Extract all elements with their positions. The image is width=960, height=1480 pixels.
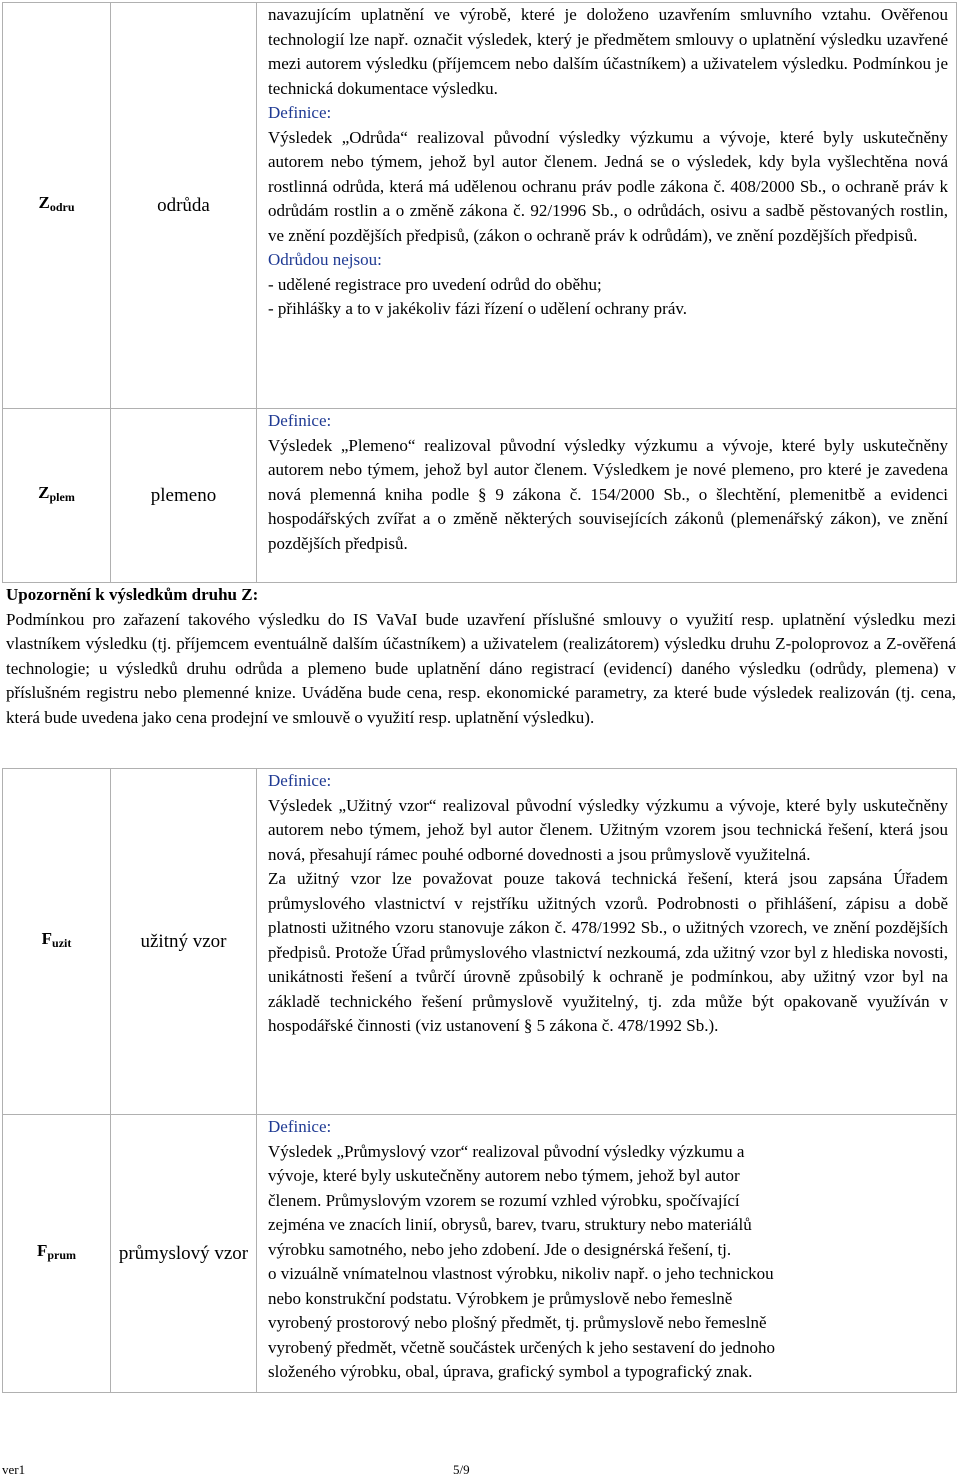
footer-version: ver1 — [2, 1462, 26, 1477]
definition-label: Definice: — [268, 1117, 332, 1136]
code-cell — [3, 3, 111, 409]
table-row — [3, 769, 957, 1115]
description-cell — [257, 3, 957, 409]
definition-label: Definice: — [268, 771, 332, 790]
results-table-z — [2, 2, 957, 583]
definition-text: Výsledek „Odrůda“ realizoval původní výsledky výzkumu a vývoje, které byly uskutečněny autorem nebo týmem, jehož byl autor členem. Jedná se o výsledek, kdy byla vyšlechtěna nová rostlinná odrůda, která má udělenou ochranu práv podle zákona č. 408/2000 Sb., o ochraně práv k odrůdám rostlin a o změně zákona č. 92/1996 Sb., o odrůdách, osivu a sadbě pěstovaných rostlin, ve znění pozdějších předpisů, (zákon o ochraně práv k odrůdám), ve znění pozdějších předpisů. — [268, 127, 948, 245]
note-title: Upozornění k výsledkům druhu Z: — [6, 585, 259, 604]
text-line: vyrobený prostorový nebo plošný předmět, tj. průmyslově nebo řemeslně — [268, 1313, 767, 1332]
definition-label: Definice: — [268, 103, 332, 122]
text-line: zejména ve znacích linií, obrysů, barev, tvaru, struktury nebo materiálů — [268, 1215, 752, 1234]
text-line: členem. Průmyslovým vzorem se rozumí vzhled výrobku, spočívající — [268, 1190, 740, 1210]
code-main: F — [41, 929, 53, 949]
text-line: Výsledek „Průmyslový vzor“ realizoval původní výsledky výzkumu a — [268, 1141, 745, 1161]
name-cell: užitný vzor — [111, 769, 257, 1115]
code-sub: prum — [47, 1248, 77, 1263]
text-line: o vizuálně vnímatelnou vlastnost výrobku, nikoliv např. o jeho technickou — [268, 1264, 774, 1283]
definition-label: Definice: — [268, 411, 332, 430]
text-line: nebo konstrukční podstatu. Výrobkem je průmyslově nebo řemeslně — [268, 1288, 733, 1308]
paragraph: Výsledek „Užitný vzor“ realizoval původní výsledky výzkumu a vývoje, které byly uskutečněny autorem nebo týmem, jehož byl autor členem. Užitným vzorem jsou technická řešení, která jsou nová, přesahují rámec pouhé odborné dovednosti a jsou průmyslově využitelná. — [268, 795, 948, 864]
description-cell — [257, 1115, 957, 1393]
name-cell: odrůda — [111, 3, 257, 409]
table-row — [3, 1115, 957, 1393]
text-line: složeného výrobku, obal, úprava, grafický symbol a typografický znak. — [268, 1362, 753, 1381]
not-label: Odrůdou nejsou: — [268, 250, 382, 269]
code-main: F — [36, 1241, 48, 1261]
not-item: - přihlášky a to v jakékoliv fázi řízení o udělení ochrany práv. — [268, 299, 688, 318]
table-row — [3, 409, 957, 583]
text-line: výrobku samotného, nebo jeho zdobení. Jde o designérská řešení, tj. — [268, 1239, 732, 1259]
paragraph: Za užitný vzor lze považovat pouze taková technická řešení, která jsou zapsána Úřadem průmyslového vlastnictví v rejstříku užitných vzorů. Podrobnosti o přihlášení, zápisu a době platnosti užitného vzoru stanovuje zákon č. 478/1992 Sb., o užitných vzorech, ve znění pozdějších předpisů. Protože Úřad průmyslového vlastnictví nezkoumá, zda užitný vzor byl z hlediska novosti, unikátnosti řešení a tvůrčí úrovně způsobilý k ochraně je podmínkou, aby užitný vzor byl na základě technického řešení průmyslově využitelný, tj. zda může být opakovaně využíván v hospodářské činnosti (viz ustanovení § 5 zákona č. 478/1992 Sb.). — [268, 869, 948, 1035]
page-number: 5/9 — [453, 1462, 470, 1477]
code-cell — [3, 409, 111, 583]
intro-paragraph: navazujícím uplatnění ve výrobě, které je doloženo uzavřením smluvního vztahu. Ověřenou technologií lze např. označit výsledek, který je předmětem smlouvy o uplatnění výsledku uzavřené mezi autorem výsledku (příjemcem nebo dalším účastníkem) a uživatelem výsledku. Podmínkou je technická dokumentace výsledku. — [268, 5, 948, 98]
definition-text: Výsledek „Plemeno“ realizoval původní výsledky výzkumu a vývoje, které byly uskutečněny autorem nebo týmem, jehož byl autor členem. Výsledkem je nové plemeno, pro které je zavedena nová plemenná kniha podle § 9 zákona č. 154/2000 Sb., o šlechtění, plemenitbě a evidenci hospodářských zvířat a o změně některých souvisejících zákonů (plemenářský zákon), ve znění pozdějších předpisů. — [268, 435, 948, 553]
text-line: vyrobený předmět, včetně součástek určených k jeho sestavení do jednoho — [268, 1337, 776, 1357]
code-sub: odru — [49, 200, 75, 215]
results-table-f — [2, 768, 957, 1393]
note-block — [6, 583, 956, 730]
note-text: Podmínkou pro zařazení takového výsledku do IS VaVaI bude uzavření příslušné smlouvy o využití resp. uplatnění výsledku mezi vlastníkem výsledku (tj. příjemcem eventuálně dalším účastníkem) a uživatelem (realizátorem) výsledku druhu Z-poloprovoz a Z-ověřená technologie; u výsledků druhu odrůda a plemeno bude uplatnění dáno registrací (evidencí) daného výsledku (odrůdy, plemena) v příslušném registru nebo plemenné knize. Uváděna bude cena, resp. ekonomické parametry, za které bude výsledek realizován (tj. cena, která bude uvedena jako cena prodejní ve smlouvě o využití resp. uplatnění výsledku). — [6, 609, 956, 727]
code-sub: uzit — [52, 936, 72, 951]
name-cell: plemeno — [111, 409, 257, 583]
code-sub: plem — [49, 490, 75, 505]
code-cell — [3, 1115, 111, 1393]
name-cell: průmyslový vzor — [111, 1115, 257, 1393]
description-cell — [257, 409, 957, 583]
description-cell — [257, 769, 957, 1115]
code-cell — [3, 769, 111, 1115]
text-line: vývoje, které byly uskutečněny autorem nebo týmem, jehož byl autor — [268, 1166, 740, 1185]
table-row — [3, 3, 957, 409]
not-item: - udělené registrace pro uvedení odrůd do oběhu; — [268, 274, 602, 294]
code-main: Z — [38, 483, 50, 503]
code-main: Z — [38, 193, 50, 213]
